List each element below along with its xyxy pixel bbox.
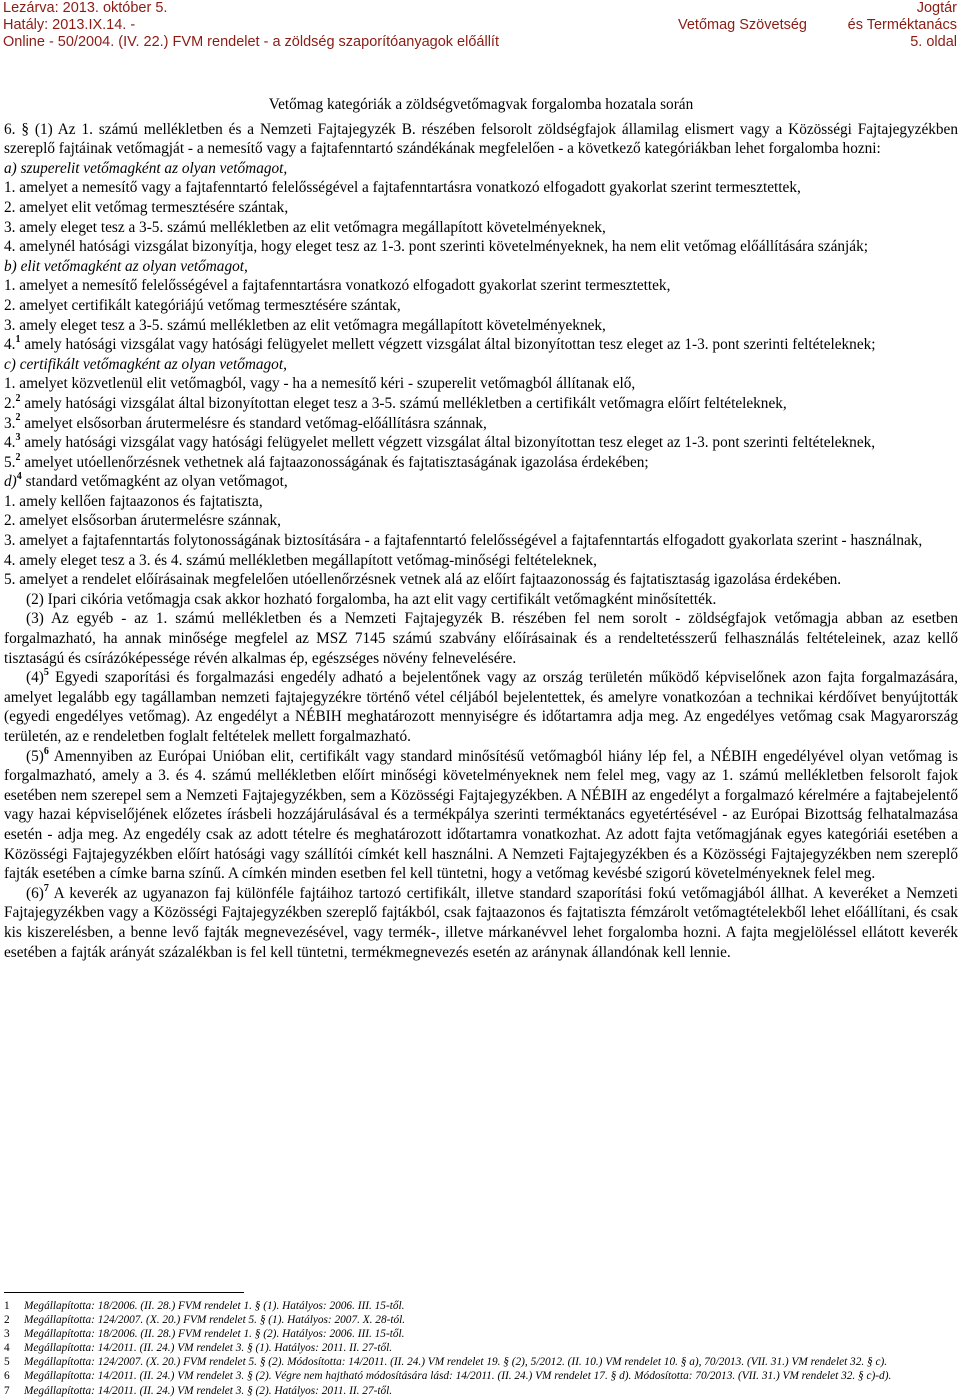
item-d-3: 3. amelyet a fajtafenntartás folytonosságának biztosítására - a fajtafenntartó felelősségével a fajtafenntartás elfogadott gyakorlata szerint - használnak,	[4, 532, 923, 550]
footnotes	[4, 1299, 958, 1398]
item-a-1: 1. amelyet a nemesítő vagy a fajtafenntartó felelősségével a fajtafenntartásra vonatkozó elfogadott gyakorlat szerint termesztettek,	[4, 179, 801, 197]
footnote-7: 7 Megállapította: 14/2011. (II. 24.) VM rendelet 3. § (2). Hatályos: 2011. II. 27-től.	[4, 1384, 393, 1397]
page-header	[0, 0, 960, 56]
item-d-4: 4. amely eleget tesz a 3. és 4. számú mellékletben megállapított vetőmag-minőségi feltételeknek,	[4, 551, 597, 569]
item-a-3: 3. amely eleget tesz a 3-5. számú mellékletben az elit vetőmagra megállapított követelményeknek,	[4, 218, 606, 236]
footnote-4: 4 Megállapította: 14/2011. (II. 24.) VM rendelet 3. § (1). Hatályos: 2011. II. 27-től.	[4, 1342, 393, 1355]
paragraph-6: $(6)^7$ A keverék az ugyanazon faj különféle fajtáihoz tartozó certifikált, illetve standard szaporítási fokú vetőmagjából állhat. A keveréket a Nemzeti Fajtajegyzékben vagy a Közösségi Fajtajegyzékben szereplő fajtákból, csak fajtaazonos és fajtatiszta fémzárolt vetőmagtételekből lehet előállítani, és csak kis kiszerelésben, a benne levő fajták megnevezésével, vagy termék-, illetve márkanévvel lehet forgalomba hozni. A fajta megjelöléssel ellátott keverék esetében a fajták arányát százalékban is fel kell tüntetni, termékmegnevezés esetén az aránynak állandónak kell lennie.	[4, 882, 958, 961]
header-publisher: Jogtár	[916, 0, 957, 16]
footnote-6: 6 Megállapította: 14/2011. (II. 24.) VM rendelet 3. § (2). Végre nem hajtható módosítására lásd: 14/2011. (II. 24.) VM rendelet 17. § d). Módosította: 70/2013. (VII. 31.) VM rendelet 32. § c)-d).	[4, 1370, 892, 1383]
item-b: b) elit vetőmagként az olyan vetőmagot,	[4, 257, 248, 275]
footnote-ref[interactable]: 4	[16, 471, 22, 483]
footnote-2: 2 Megállapította: 124/2007. (X. 20.) FVM rendelet 5. § (1). Hatályos: 2007. X. 28-tól.	[4, 1314, 406, 1327]
item-d-1: 1. amely kellően fajtaazonos és fajtatiszta,	[4, 492, 263, 510]
paragraph-2: (2) Ipari cikória vetőmagja csak akkor hozható forgalomba, ha azt elit vagy certifikált vetőmagként minősítették.	[26, 590, 717, 608]
footnote-ref[interactable]: 6	[43, 745, 49, 757]
header-left	[3, 0, 499, 51]
item-b-1: 1. amelyet a nemesítő felelősségével a fajtafenntartásra vonatkozó elfogadott gyakorlat szerint termesztettek,	[4, 277, 671, 295]
header-document-ref: Online - 50/2004. (IV. 22.) FVM rendelet - a zöldség szaporítóanyagok előállít	[3, 34, 499, 50]
footnote-ref[interactable]: 2	[15, 451, 21, 463]
paragraph-5: $(5)^6$ Amennyiben az Európai Unióban elit, certifikált vagy standard minősítésű vetőmagból hiány lép fel, a NÉBIH engedélyével olyan vetőmag is forgalmazható, amely a 3. és 4. számú mellékletben előírt minőségi követelményeknek nem felel meg, vagy az 1. számú mellékletben felsorolt fajok esetében nem szerepel sem a Nemzeti Fajtajegyzékben, sem a Közösségi Fajtajegyzékben. A NÉBIH az engedélyt a forgalmazó kérelmére a fajtabejelentő vagy hazai képviselőjének előzetes írásbeli hozzájárulásával és a termékpálya szerinti terméktanács egyetértésével - az Európai Bizottság felhatalmazása esetén - adja meg. Az engedély csak az adott tételre és meghatározott időtartamra vonatkozhat. Az adott fajta vetőmagjának egyes kategóriái esetében a Közösségi Fajtajegyzékben előírt hatósági vagy szállítói címkét kell használni. A Nemzeti Fajtajegyzékben és a Közösségi Fajtajegyzékben nem szereplő fajták esetében a címke barna színű. A címkén minden esetben fel kell tüntetni, hogy a vetőmag kevésbé szigorú követelményeknek felel meg.	[4, 745, 958, 883]
item-a-4: 4. amelynél hatósági vizsgálat bizonyítja, hogy eleget tesz az 1-3. pont szerinti követelményeknek, ha nem elit vetőmag előállítására szánják;	[4, 238, 868, 256]
header-organization: Vetőmag Szövetség	[678, 17, 807, 33]
item-c-4: 4.$^3$ amely hatósági vizsgálat vagy hatósági felügyelet mellett végzett vizsgálat által bizonyítottan tesz eleget az 1-3. pont szerinti feltételeknek,	[4, 432, 876, 452]
item-b-4: 4.$^1$ amely hatósági vizsgálat vagy hatósági felügyelet mellett végzett vizsgálat által bizonyítottan tesz eleget az 1-3. pont szerinti feltételeknek;	[4, 334, 876, 354]
item-c-3: 3.$^2$ amelyet elsősorban árutermelésre és standard vetőmag-előállításra szánnak,	[4, 412, 487, 432]
footnote-divider	[4, 1292, 244, 1293]
item-c-1: 1. amelyet közvetlenül elit vetőmagból, vagy - ha a nemesítő kéri - szuperelit vetőmagból állítanak elő,	[4, 375, 636, 393]
item-a-2: 2. amelyet elit vetőmag termesztésére szántak,	[4, 198, 289, 216]
footnote-5: 5 Megállapította: 124/2007. (X. 20.) FVM rendelet 5. § (2). Módosította: 14/2011. (II. 24.) VM rendelet 19. § (2), 5/2012. (II. 10.) VM rendelet 10. § a), 70/2013. (VII. 31.) VM rendelet 32. § c).	[4, 1356, 888, 1369]
paragraph-6-1: 6. § (1) Az 1. számú mellékletben és a Nemzeti Fajtajegyzék B. részében felsorolt zöldségfajok államilag elismert vagy a Közösségi Fajtajegyzékben szereplő fajtáinak vetőmagját - a nemesítő vagy a fajtafenntartó szándékának megfelelően - a következő kategóriákban lehet forgalomba hozni:	[4, 120, 958, 158]
footnote-ref[interactable]: 5	[43, 667, 49, 679]
item-c-5: 5.$^2$ amelyet utóellenőrzésnek vethetnek alá fajtaazonosságának és fajtatisztaságának igazolása érdekében;	[4, 451, 649, 471]
footnote-ref[interactable]: 1	[15, 334, 21, 346]
header-right	[848, 0, 957, 51]
section-title: Vetőmag kategóriák a zöldségvetőmagvak forgalomba hozatala során	[268, 96, 694, 113]
footnote-ref[interactable]: 2	[15, 392, 21, 404]
item-b-3: 3. amely eleget tesz a 3-5. számú mellékletben az elit vetőmagra megállapított követelményeknek,	[4, 316, 606, 334]
header-council: és Terméktanács	[847, 17, 957, 33]
item-c: c) certifikált vetőmagként az olyan vetőmagot,	[4, 355, 287, 373]
document-body	[4, 95, 958, 962]
header-closed-date: Lezárva: 2013. október 5.	[3, 0, 168, 16]
page-number: 5. oldal	[910, 34, 957, 50]
footnote-ref[interactable]: 3	[15, 432, 21, 443]
footnote-1: 1 Megállapította: 18/2006. (II. 28.) FVM rendelet 1. § (1). Hatályos: 2006. III. 15-től.	[4, 1300, 405, 1312]
item-d-2: 2. amelyet elsősorban árutermelésre szánnak,	[4, 512, 281, 530]
footnote-3: 3 Megállapította: 18/2006. (II. 28.) FVM rendelet 1. § (2). Hatályos: 2006. III. 15-től.	[4, 1328, 405, 1341]
paragraph-3: (3) Az egyéb - az 1. számú mellékletben és a Nemzeti Fajtajegyzék B. részében fel nem sorolt - zöldségfajok vetőmagja abban az esetben forgalmazható, ha annak minősége megfelel az MSZ 7145 számú szabvány előírásainak és a rendeltetésszerű felhasználás feltételeinek, azaz kellő tisztaságú és csírázóképessége révén alkalmas ép, egészséges növény felnevelésére.	[4, 610, 958, 667]
paragraph-4: $(4)^5$ Egyedi szaporítási és forgalmazási engedély adható a bejelentőnek vagy az ország területén működő képviselőnek azon fajta forgalmazására, amelyet legalább egy tagállamban nemzeti fajtajegyzékre történő vétel céljából bejelentettek, és amelyre vonatkozóan a technikai kérdőívet benyújtották (egyedi engedélyes vetőmag). Az engedélyt a NÉBIH meghatározott mennyiségre és időtartamra adja meg. Az engedélyes vetőmag csak Magyarország területén, az e rendeletben foglalt feltételek mellett forgalmazható.	[4, 667, 958, 745]
header-effect-date: Hatály: 2013.IX.14. -	[3, 17, 136, 33]
footnote-ref[interactable]: 2	[15, 412, 21, 424]
item-d-5: 5. amelyet a rendelet előírásainak megfelelően utóellenőrzésnek vetnek alá az előírt fajtaazonosság és fajtatisztaság igazolása érdekében.	[4, 571, 842, 589]
item-c-2: 2.$^2$ amely hatósági vizsgálat által bizonyítottan eleget tesz a 3-5. számú mellékletben a certifikált vetőmagra előírt feltételeknek,	[4, 392, 787, 412]
footnote-ref[interactable]: 7	[43, 882, 49, 894]
item-d: d)$^4$ standard vetőmagként az olyan vetőmagot,	[4, 471, 288, 491]
item-a: a) szuperelit vetőmagként az olyan vetőmagot,	[4, 159, 288, 177]
item-b-2: 2. amelyet certifikált kategóriájú vetőmag termesztésére szántak,	[4, 296, 401, 314]
